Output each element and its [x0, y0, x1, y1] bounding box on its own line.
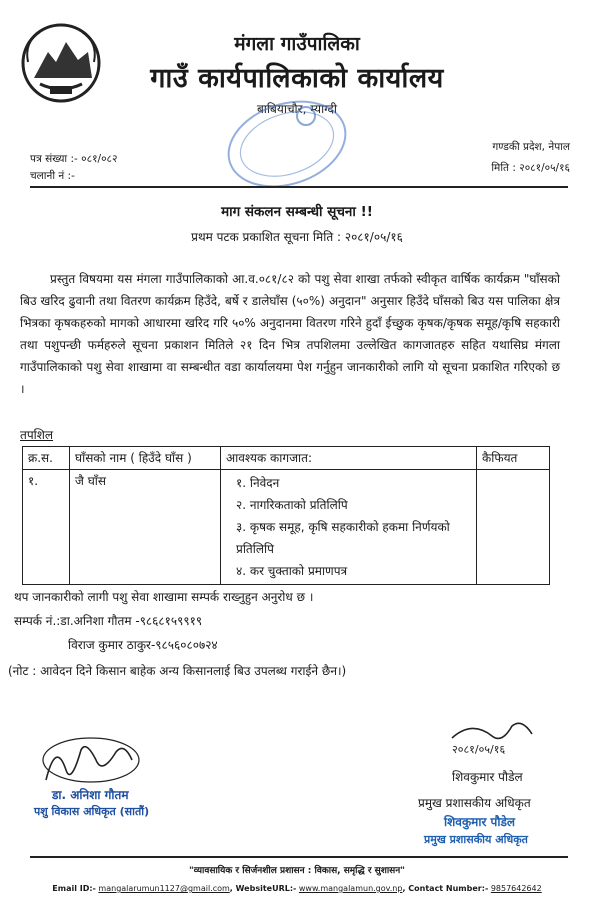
website-label: , WebsiteURL:-	[229, 884, 297, 893]
office-location: बाबियाचौर, म्याग्दी	[256, 102, 338, 116]
table-row	[23, 470, 550, 585]
notice-body: प्रस्तुत विषयमा यस मंगला गाउँपालिकाको आ.व.०८१/८२ को पशु सेवा शाखा तर्फको स्वीकृत वार्षिक कार्यक्रम "घाँसको बिउ खरिद ढुवानी तथा वितरण कार्यक्रम हिउँदे, बर्षे र डालेघाँस (५०%) अनुदान" अनुसार हिउँदे घाँसको बिउ यस पालिका क्षेत्र भित्रका कृषकहरुको मागको आधारमा खरिद गरि ५०% अनुदानमा वितरण गरिने हुदाँ ईच्छुक कृषक/कृषक समूह/कृषि सहकारी तथा पशुपन्छी फर्महरुले सूचना प्रकाशन मितिले २१ दिन भित्र तपशिलमा उल्लेखित कागजातहरु सहित यथासिघ्र मंगला गाउँपालिकाको पशु सेवा शाखामा वा सम्बन्धीत वडा कार्यालयमा पेश गर्नुहुन जानकारीको लागि यो सूचना प्रकाशित गरिएको छ ।	[20, 272, 560, 396]
office-name: गाउँ कार्यपालिकाको कार्यालय	[150, 63, 444, 94]
header-serial: क्र.स.	[23, 447, 70, 470]
list-item: ३. कृषक समूह, कृषि सहकारीको हकमा निर्णयको प्रतिलिपि	[236, 520, 450, 556]
footer-motto: "व्यावसायिक र सिर्जनशील प्रशासन : विकास, समृद्धि र सुशासन"	[189, 866, 405, 876]
reference-number: पत्र संख्या :- ०८१/०८२	[30, 153, 118, 165]
requirements-table	[22, 446, 550, 585]
contact-request: थप जानकारीको लागी पशु सेवा शाखामा सम्पर्क राख्नुहुन अनुरोध छ ।	[14, 590, 314, 604]
contact-number-1: सम्पर्क नं.:डा.अनिशा गौतम -९८६८१५९९१९	[14, 614, 203, 628]
province-label: गण्डकी प्रदेश, नेपाल	[492, 141, 570, 153]
sign-date: २०८१/०५/१६	[452, 743, 506, 756]
signature-left-icon	[36, 730, 146, 790]
cell-documents	[221, 470, 477, 585]
right-signatory-name: शिवकुमार पौडेल	[452, 770, 523, 784]
phone-label: , Contact Number:-	[402, 884, 489, 893]
header-documents: आवश्यक कागजात:	[221, 447, 477, 470]
documents-list	[226, 472, 471, 582]
list-item: १. निवेदन	[236, 476, 280, 490]
cell-serial: १.	[23, 470, 70, 585]
table-header-row	[23, 447, 550, 470]
letter-date: मिति : २०८१/०५/१६	[491, 162, 570, 174]
header-remarks: कैफियत	[477, 447, 550, 470]
stamp-name: शिवकुमार पौडेल	[444, 815, 516, 829]
stamp-post: प्रमुख प्रशासकीय अधिकृत	[424, 833, 528, 846]
left-signatory-post: पशु विकास अधिकृत (सातौं)	[34, 805, 150, 818]
cell-remarks	[477, 470, 550, 585]
details-caption: तपशिल	[20, 428, 54, 442]
footer-divider	[30, 856, 568, 858]
note: (नोट : आवेदन दिने किसान बाहेक अन्य किसानलाई बिउ उपलब्ध गराईने छैन।)	[8, 664, 347, 678]
email-label: Email ID:-	[52, 884, 96, 893]
list-item: ४. कर चुक्ताको प्रमाणपत्र	[236, 564, 348, 578]
contact-number-2: विराज कुमार ठाकुर-९८५६०८०७२४	[68, 638, 218, 652]
municipality-name: मंगला गाउँपालिका	[234, 33, 360, 55]
phone-link[interactable]: 9857642642	[490, 884, 542, 893]
header-grass-name: घाँसको नाम ( हिउँदे घाँस )	[70, 447, 221, 470]
dispatch-number: चलानी नं :-	[30, 170, 75, 182]
email-link[interactable]: mangalarumun1127@gmail.com	[98, 884, 230, 893]
office-stamp-icon	[222, 98, 352, 190]
publication-date: प्रथम पटक प्रकाशित सूचना मिति : २०८१/०५/१६	[191, 230, 403, 244]
website-link[interactable]: www.mangalamun.gov.np	[298, 884, 403, 893]
footer-contact	[0, 884, 594, 893]
right-signatory-post: प्रमुख प्रशासकीय अधिकृत	[418, 796, 531, 810]
left-signatory-name: डा. अनिशा गौतम	[52, 788, 129, 802]
header-divider	[30, 186, 568, 188]
cell-grass-name: जै घाँस	[70, 470, 221, 585]
list-item: २. नागरिकताको प्रतिलिपि	[236, 498, 348, 512]
notice-title: माग संकलन सम्बन्धी सूचना !!	[221, 204, 373, 220]
